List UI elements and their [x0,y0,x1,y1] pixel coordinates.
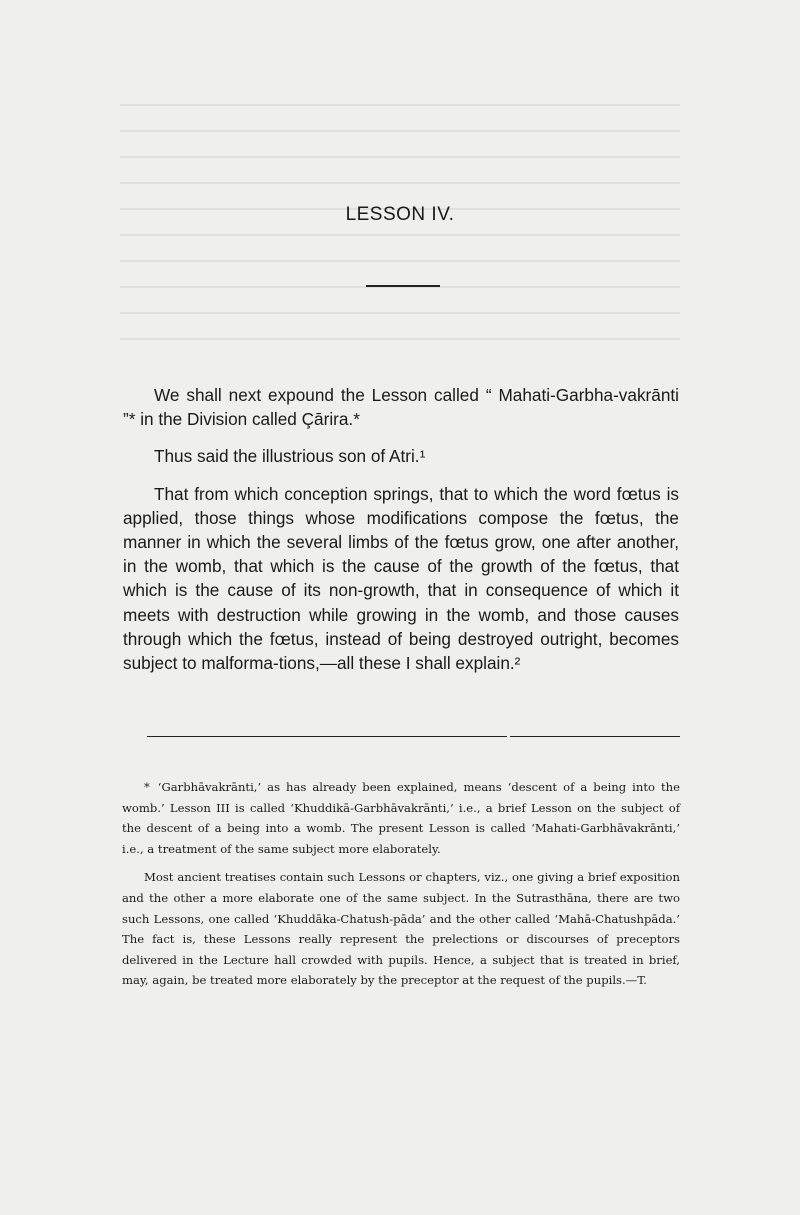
footnote [122,777,680,859]
body-paragraph: Thus said the illustrious son of Atri.¹ [154,446,426,467]
footnote-divider [510,736,680,737]
footnotes [122,777,680,999]
footnote-divider [147,736,507,737]
footnote: Most ancient treatises contain such Lessons or chapters, viz., one giving a brief exposition and the other a more elaborate one of the same subject. In the Sutrasthāna, there are two such Lessons, one called ‘Khuddāka-Chatush-pāda’ and the other called ‘Mahā-Chatushpāda.’ The fact is, these Lessons really represent the prelections or discourses of preceptors delivered in the Lecture hall crowded with pupils. Hence, a subject that is treated in brief, may, again, be treated more elaborately by the preceptor at the request of the pupils.—T. [122,870,680,988]
main-text [123,383,679,688]
lesson-title: LESSON IV. [345,204,455,225]
footnote-text: ‘Garbhāvakrānti,’ as has already been explained, means ‘descent of a being into the womb.’ Lesson III is called ‘Khuddikā-Garbhāvakrānti,’ i.e., a brief Lesson on the subject of the descent of a being into a womb. The present Lesson is called ‘Mahati-Garbhāvakrānti,’ i.e., a treatment of the same subject more elaborately. [122,780,680,856]
footnote-marker: * [144,780,150,794]
body-paragraph: That from which conception springs, that to which the word fœtus is applied, those things whose modifications compose the fœtus, the manner in which the several limbs of the fœtus grow, one after another, in the womb, that which is the cause of the growth of the fœtus, that which is the cause of its non-growth, that in consequence of which it meets with destruction while growing in the womb, and those causes through which the fœtus, instead of being destroyed outright, becomes subject to malforma-tions,—all these I shall explain.² [123,483,679,674]
title-divider [366,285,440,287]
bleed-through-text [120,80,680,380]
body-paragraph: We shall next expound the Lesson called “ Mahati-Garbha-vakrānti ”* in the Division called Çārira.* [123,385,679,430]
